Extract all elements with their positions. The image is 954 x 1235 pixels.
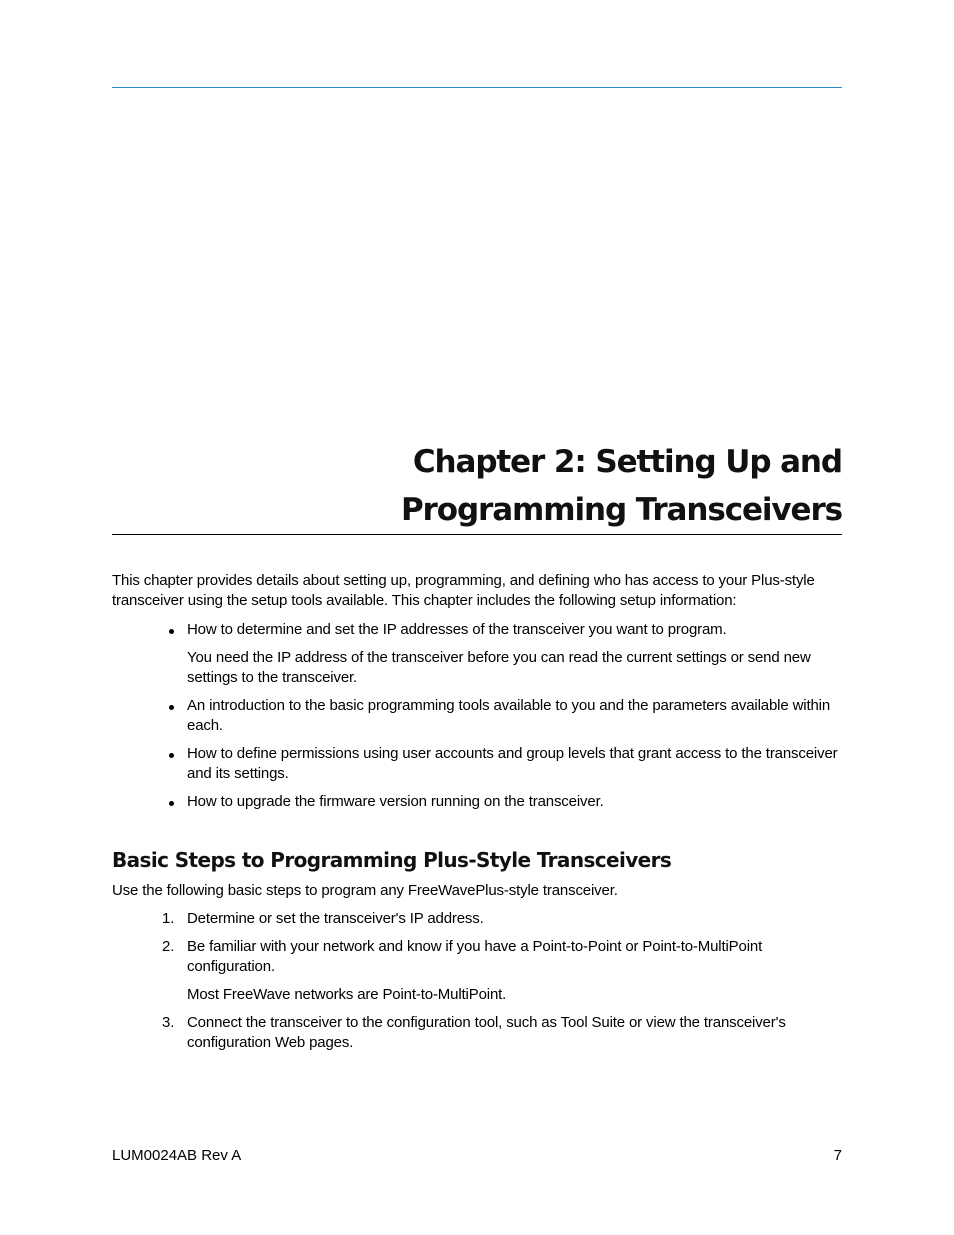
chapter-title-rule: [112, 534, 842, 535]
list-item: [112, 792, 847, 812]
section-heading: Basic Steps to Programming Plus-Style Transceivers: [112, 848, 672, 872]
step-text: Determine or set the transceiver's IP address.: [187, 910, 484, 927]
header-rule: [112, 87, 842, 88]
list-item: [112, 696, 847, 736]
bullet-icon: [169, 629, 174, 634]
step-number: 1.: [162, 910, 175, 927]
chapter-intro: This chapter provides details about setting up, programming, and defining who has access to your Plus-style transceiver using the setup tools available. This chapter includes the following setup information:: [112, 572, 815, 609]
chapter-title: [112, 438, 842, 534]
bullet-icon: [169, 753, 174, 758]
chapter-title-line-1: Chapter 2: Setting Up and: [412, 444, 842, 480]
footer-document-id: LUM0024AB Rev A: [112, 1147, 242, 1164]
footer-page-number: 7: [833, 1147, 842, 1164]
programming-steps-list: [112, 909, 847, 1061]
list-item-text: How to determine and set the IP addresses of the transceiver you want to program.: [187, 621, 727, 638]
step-item: [112, 937, 847, 1005]
step-note: Most FreeWave networks are Point-to-MultiPoint.: [187, 986, 507, 1003]
list-item-text: An introduction to the basic programming tools available to you and the parameters available within each.: [187, 697, 831, 734]
list-item: [112, 744, 847, 784]
step-item: [112, 1013, 847, 1053]
list-item-text: How to define permissions using user accounts and group levels that grant access to the transceiver and its settings.: [187, 745, 838, 782]
step-number: 3.: [162, 1014, 175, 1031]
setup-info-list: [112, 620, 847, 820]
list-item-text: How to upgrade the firmware version running on the transceiver.: [187, 793, 604, 810]
step-item: [112, 909, 847, 929]
section-intro: Use the following basic steps to program any FreeWavePlus-style transceiver.: [112, 882, 618, 899]
list-item-note: You need the IP address of the transceiver before you can read the current settings or send new settings to the transceiver.: [187, 649, 811, 686]
step-text: Connect the transceiver to the configuration tool, such as Tool Suite or view the transceiver's configuration Web pages.: [187, 1014, 786, 1051]
chapter-title-line-2: Programming Transceivers: [400, 492, 842, 528]
list-item: [112, 620, 847, 688]
step-text: Be familiar with your network and know if you have a Point-to-Point or Point-to-MultiPoint configuration.: [187, 938, 763, 975]
bullet-icon: [169, 705, 174, 710]
bullet-icon: [169, 801, 174, 806]
step-number: 2.: [162, 938, 175, 955]
